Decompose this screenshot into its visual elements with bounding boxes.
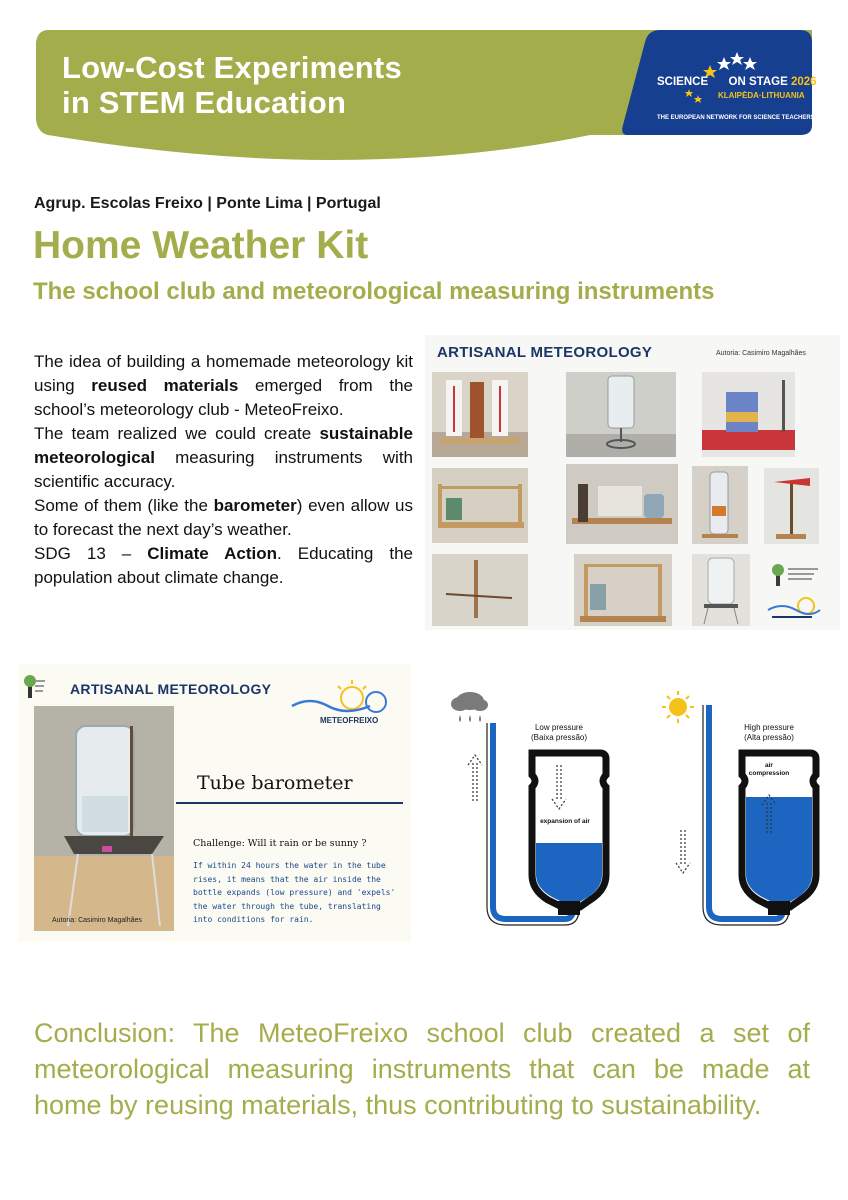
down-arrow-icon <box>676 830 690 873</box>
balance-photo <box>432 468 528 543</box>
low-pressure-label <box>516 723 602 743</box>
high-pressure-label-en: High pressure <box>744 723 794 732</box>
intro-paragraph <box>34 350 413 422</box>
intro-text-run: The idea of building a homemade meteorology kit using <box>34 352 413 395</box>
sundial-photo <box>432 554 528 626</box>
page-title: Home Weather Kit <box>33 224 369 267</box>
frame-instrument-photo <box>574 554 672 626</box>
intro-text-run: . Educating the population about climate change. <box>34 544 414 587</box>
meteofreixo-logo-text: METEOFREIXO <box>320 716 379 725</box>
sos-logo-name <box>657 76 817 88</box>
intro-bold-run: reused materials <box>91 376 239 395</box>
hygrometer-photo <box>702 372 795 457</box>
intro-text-run: Some of them (like the <box>34 496 214 515</box>
challenge-explanation: If within 24 hours the water in the tube rises, it means that the air inside the bottle expands (low pressure) and 'expels' the water through the tube, translating into conditions for rain. <box>193 861 396 924</box>
intro-bold-run: sustainable meteorological <box>34 424 413 467</box>
challenge-question: Challenge: Will it rain or be sunny ? <box>193 838 367 849</box>
meteofreixo-logo-small <box>762 556 822 626</box>
intro-paragraph <box>34 494 413 542</box>
heading-divider <box>176 802 403 804</box>
up-arrow-icon <box>468 755 482 803</box>
page-subtitle: The school club and meteorological measuring instruments <box>33 278 715 305</box>
intro-text <box>34 350 413 590</box>
tube-barometer-heading: Tube barometer <box>197 772 353 794</box>
high-pressure-label <box>726 723 812 743</box>
intro-paragraph <box>34 422 413 494</box>
sos-location: KLAIPĖDA·LITHUANIA <box>718 91 805 100</box>
anemometer-photo <box>692 466 748 544</box>
banner-title-line1: Low-Cost Experiments <box>62 50 402 85</box>
high-pressure-label-pt: (Alta pressão) <box>744 733 794 742</box>
sos-year: 2026 <box>790 76 817 88</box>
affiliation: Agrup. Escolas Freixo | Ponte Lima | Portugal <box>34 195 381 212</box>
low-pressure-diagram <box>440 685 610 930</box>
card-title: ARTISANAL METEOROLOGY <box>70 681 272 697</box>
intro-text-run: ) even allow us to forecast the next day’s weather. <box>34 496 413 539</box>
low-pressure-label-pt: (Baixa pressão) <box>530 733 588 742</box>
intro-text-run: SDG 13 – <box>34 544 148 563</box>
air-compression-label: air compression <box>748 762 790 777</box>
intro-bold-run: barometer <box>213 496 297 515</box>
intro-bold-run: Climate Action <box>147 544 277 563</box>
rain-gauge-photo <box>566 372 676 457</box>
barometer-photo-credit: Autoria: Casimiro Magalhães <box>52 917 142 924</box>
conclusion-text: Conclusion: The MeteoFreixo school club created a set of meteorological measuring instruments that can be made at home by reusing materials, thus contributing to sustainability. <box>34 1018 810 1120</box>
low-pressure-label-en: Low pressure <box>534 723 584 732</box>
photo-panel-credit: Autoria: Casimiro Magalhães <box>716 350 806 357</box>
intro-text-run: The team realized we could create <box>34 424 320 443</box>
sos-tagline: THE EUROPEAN NETWORK FOR SCIENCE TEACHERS <box>657 115 815 121</box>
intro-paragraph <box>34 542 413 590</box>
sos-science: SCIENCE <box>657 76 709 88</box>
tree-logo-icon <box>22 674 46 700</box>
banner-title-line2: in STEM Education <box>62 85 347 120</box>
wind-vane-photo <box>764 468 819 544</box>
barometer-photo <box>34 706 174 931</box>
tube-barometer-photo <box>566 464 678 544</box>
photo-panel-title: ARTISANAL METEOROLOGY <box>437 344 653 361</box>
sos-on-stage: ON STAGE <box>728 76 788 88</box>
sun-icon <box>662 691 694 723</box>
thermometer-photo <box>432 372 528 457</box>
intro-text-run: measuring instruments with scientific accuracy. <box>34 448 413 491</box>
expansion-of-air-label: expansion of air <box>540 818 590 825</box>
banner-title <box>62 50 402 120</box>
rain-cloud-icon <box>451 692 488 722</box>
high-pressure-diagram <box>650 685 820 930</box>
intro-text-run: emerged from the school’s meteorology club - MeteoFreixo. <box>34 376 413 419</box>
bottle-barometer-photo <box>692 554 750 626</box>
